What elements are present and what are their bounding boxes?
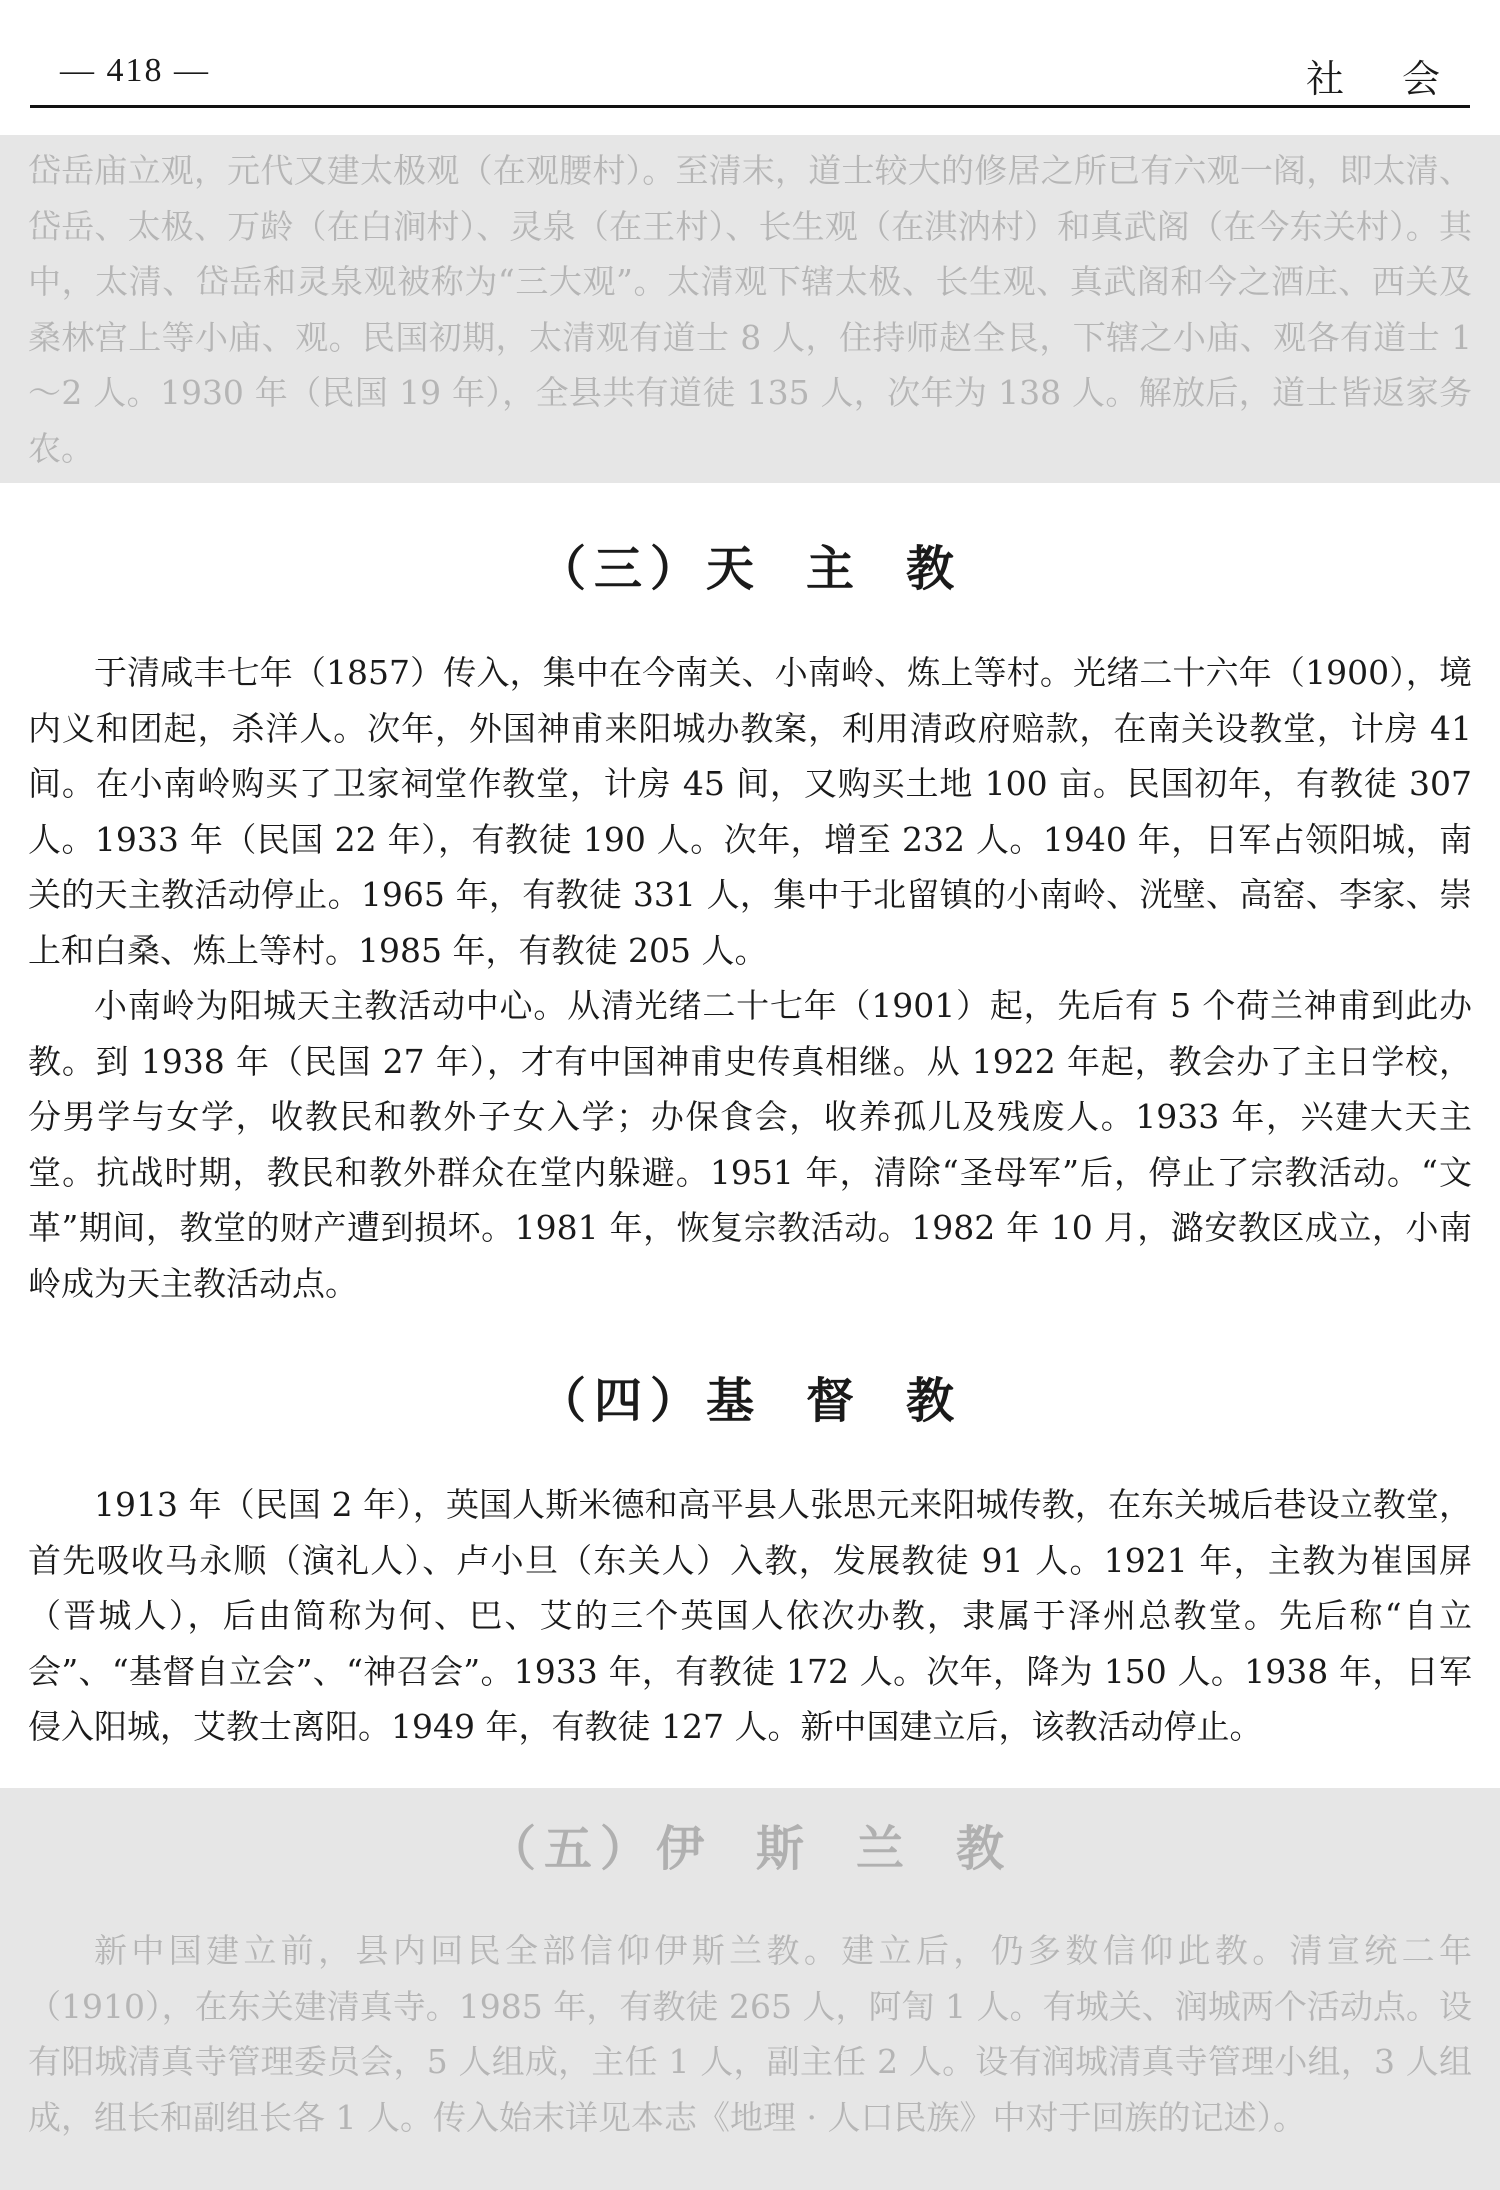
catholicism-paragraph-2: 小南岭为阳城天主教活动中心。从清光绪二十七年（1901）起，先后有 5 个荷兰神甫到此办教。到 1938 年（民国 27 年），才有中国神甫史传真相继。从 1922 年起，教会办了主日学校，分男学与女学，收教民和教外子女入学；办保食会，收养孤儿及残废人。1933 年，兴建大天主堂。抗战时期，教民和教外群众在堂内躲避。1951 年，清除“圣母军”后，停止了宗教活动。“文革”期间，教堂的财产遭到损坏。1981 年，恢复宗教活动。1982 年 10 月，潞安教区成立，小南岭成为天主教活动点。 bbox=[28, 986, 1472, 1303]
section-title-char: 兰 bbox=[856, 1821, 913, 1877]
page-header bbox=[30, 40, 1498, 110]
section-title-islam bbox=[0, 1810, 1500, 1879]
header-rule bbox=[30, 105, 1470, 108]
section-title-char: 教 bbox=[956, 1821, 1013, 1877]
section-title-char: 教 bbox=[906, 1373, 963, 1429]
section-title-prefix: （四） bbox=[537, 1373, 706, 1429]
running-title: 社会 bbox=[1305, 57, 1498, 101]
faded-top-paragraph: 岱岳庙立观，元代又建太极观（在观腰村）。至清末，道士较大的修居之所已有六观一阁，即太清、岱岳、太极、万龄（在白涧村）、灵泉（在王村）、长生观（在淇汭村）和真武阁（在今东关村）。其中，太清、岱岳和灵泉观被称为“三大观”。太清观下辖太极、长生观、真武阁和今之酒庄、西关及桑林宫上等小庙、观。民国初期，太清观有道士 8 人，住持师赵全艮，下辖之小庙、观各有道士 1～2 人。1930 年（民国 19 年），全县共有道徒 135 人，次年为 138 人。解放后，道士皆返家务农。 bbox=[28, 151, 1472, 468]
christianity-paragraph-1: 1913 年（民国 2 年），英国人斯米德和高平县人张思元来阳城传教，在东关城后巷设立教堂，首先吸收马永顺（演礼人）、卢小旦（东关人）入教，发展教徒 91 人。1921 年，主教为崔国屏（晋城人），后由简称为何、巴、艾的三个英国人依次办教，隶属于泽州总教堂。先后称“自立会”、“基督自立会”、“神召会”。1933 年，有教徒 172 人。次年，降为 150 人。1938 年，日军侵入阳城，艾教士离阳。1949 年，有教徒 127 人。新中国建立后，该教活动停止。 bbox=[28, 1485, 1472, 1746]
section-title-catholicism bbox=[0, 530, 1500, 599]
section-title-char: 斯 bbox=[755, 1821, 812, 1877]
faded-top-block bbox=[0, 135, 1500, 483]
page-number: — 418 — bbox=[60, 52, 210, 89]
section-title-char: 主 bbox=[806, 541, 863, 597]
section-title-char: 督 bbox=[806, 1373, 863, 1429]
section-title-char: 天 bbox=[705, 541, 762, 597]
faded-bottom-block bbox=[0, 1788, 1500, 2190]
catholicism-paragraph-1: 于清咸丰七年（1857）传入，集中在今南关、小南岭、炼上等村。光绪二十六年（1900），境内义和团起，杀洋人。次年，外国神甫来阳城办教案，利用清政府赔款，在南关设教堂，计房 41 间。在小南岭购买了卫家祠堂作教堂，计房 45 间，又购买土地 100 亩。民国初年，有教徒 307 人。1933 年（民国 22 年），有教徒 190 人。次年，增至 232 人。1940 年，日军占领阳城，南关的天主教活动停止。1965 年，有教徒 331 人，集中于北留镇的小南岭、洸壁、高窑、李家、崇上和白桑、炼上等村。1985 年，有教徒 205 人。 bbox=[28, 653, 1472, 970]
section-title-char: 伊 bbox=[655, 1821, 712, 1877]
section-title-prefix: （三） bbox=[537, 541, 706, 597]
section-title-char: 教 bbox=[906, 541, 963, 597]
islam-paragraph-1: 新中国建立前，县内回民全部信仰伊斯兰教。建立后，仍多数信仰此教。清宣统二年（1910），在东关建清真寺。1985 年，有教徒 265 人，阿訇 1 人。有城关、润城两个活动点。设有阳城清真寺管理委员会，5 人组成，主任 1 人，副主任 2 人。设有润城清真寺管理小组，3 人组成，组长和副组长各 1 人。传入始末详见本志《地理 · 人口民族》中对于回族的记述）。 bbox=[28, 1931, 1472, 2137]
section-title-char: 基 bbox=[705, 1373, 762, 1429]
section-title-prefix: （五） bbox=[487, 1821, 656, 1877]
section-title-christianity bbox=[0, 1362, 1500, 1431]
